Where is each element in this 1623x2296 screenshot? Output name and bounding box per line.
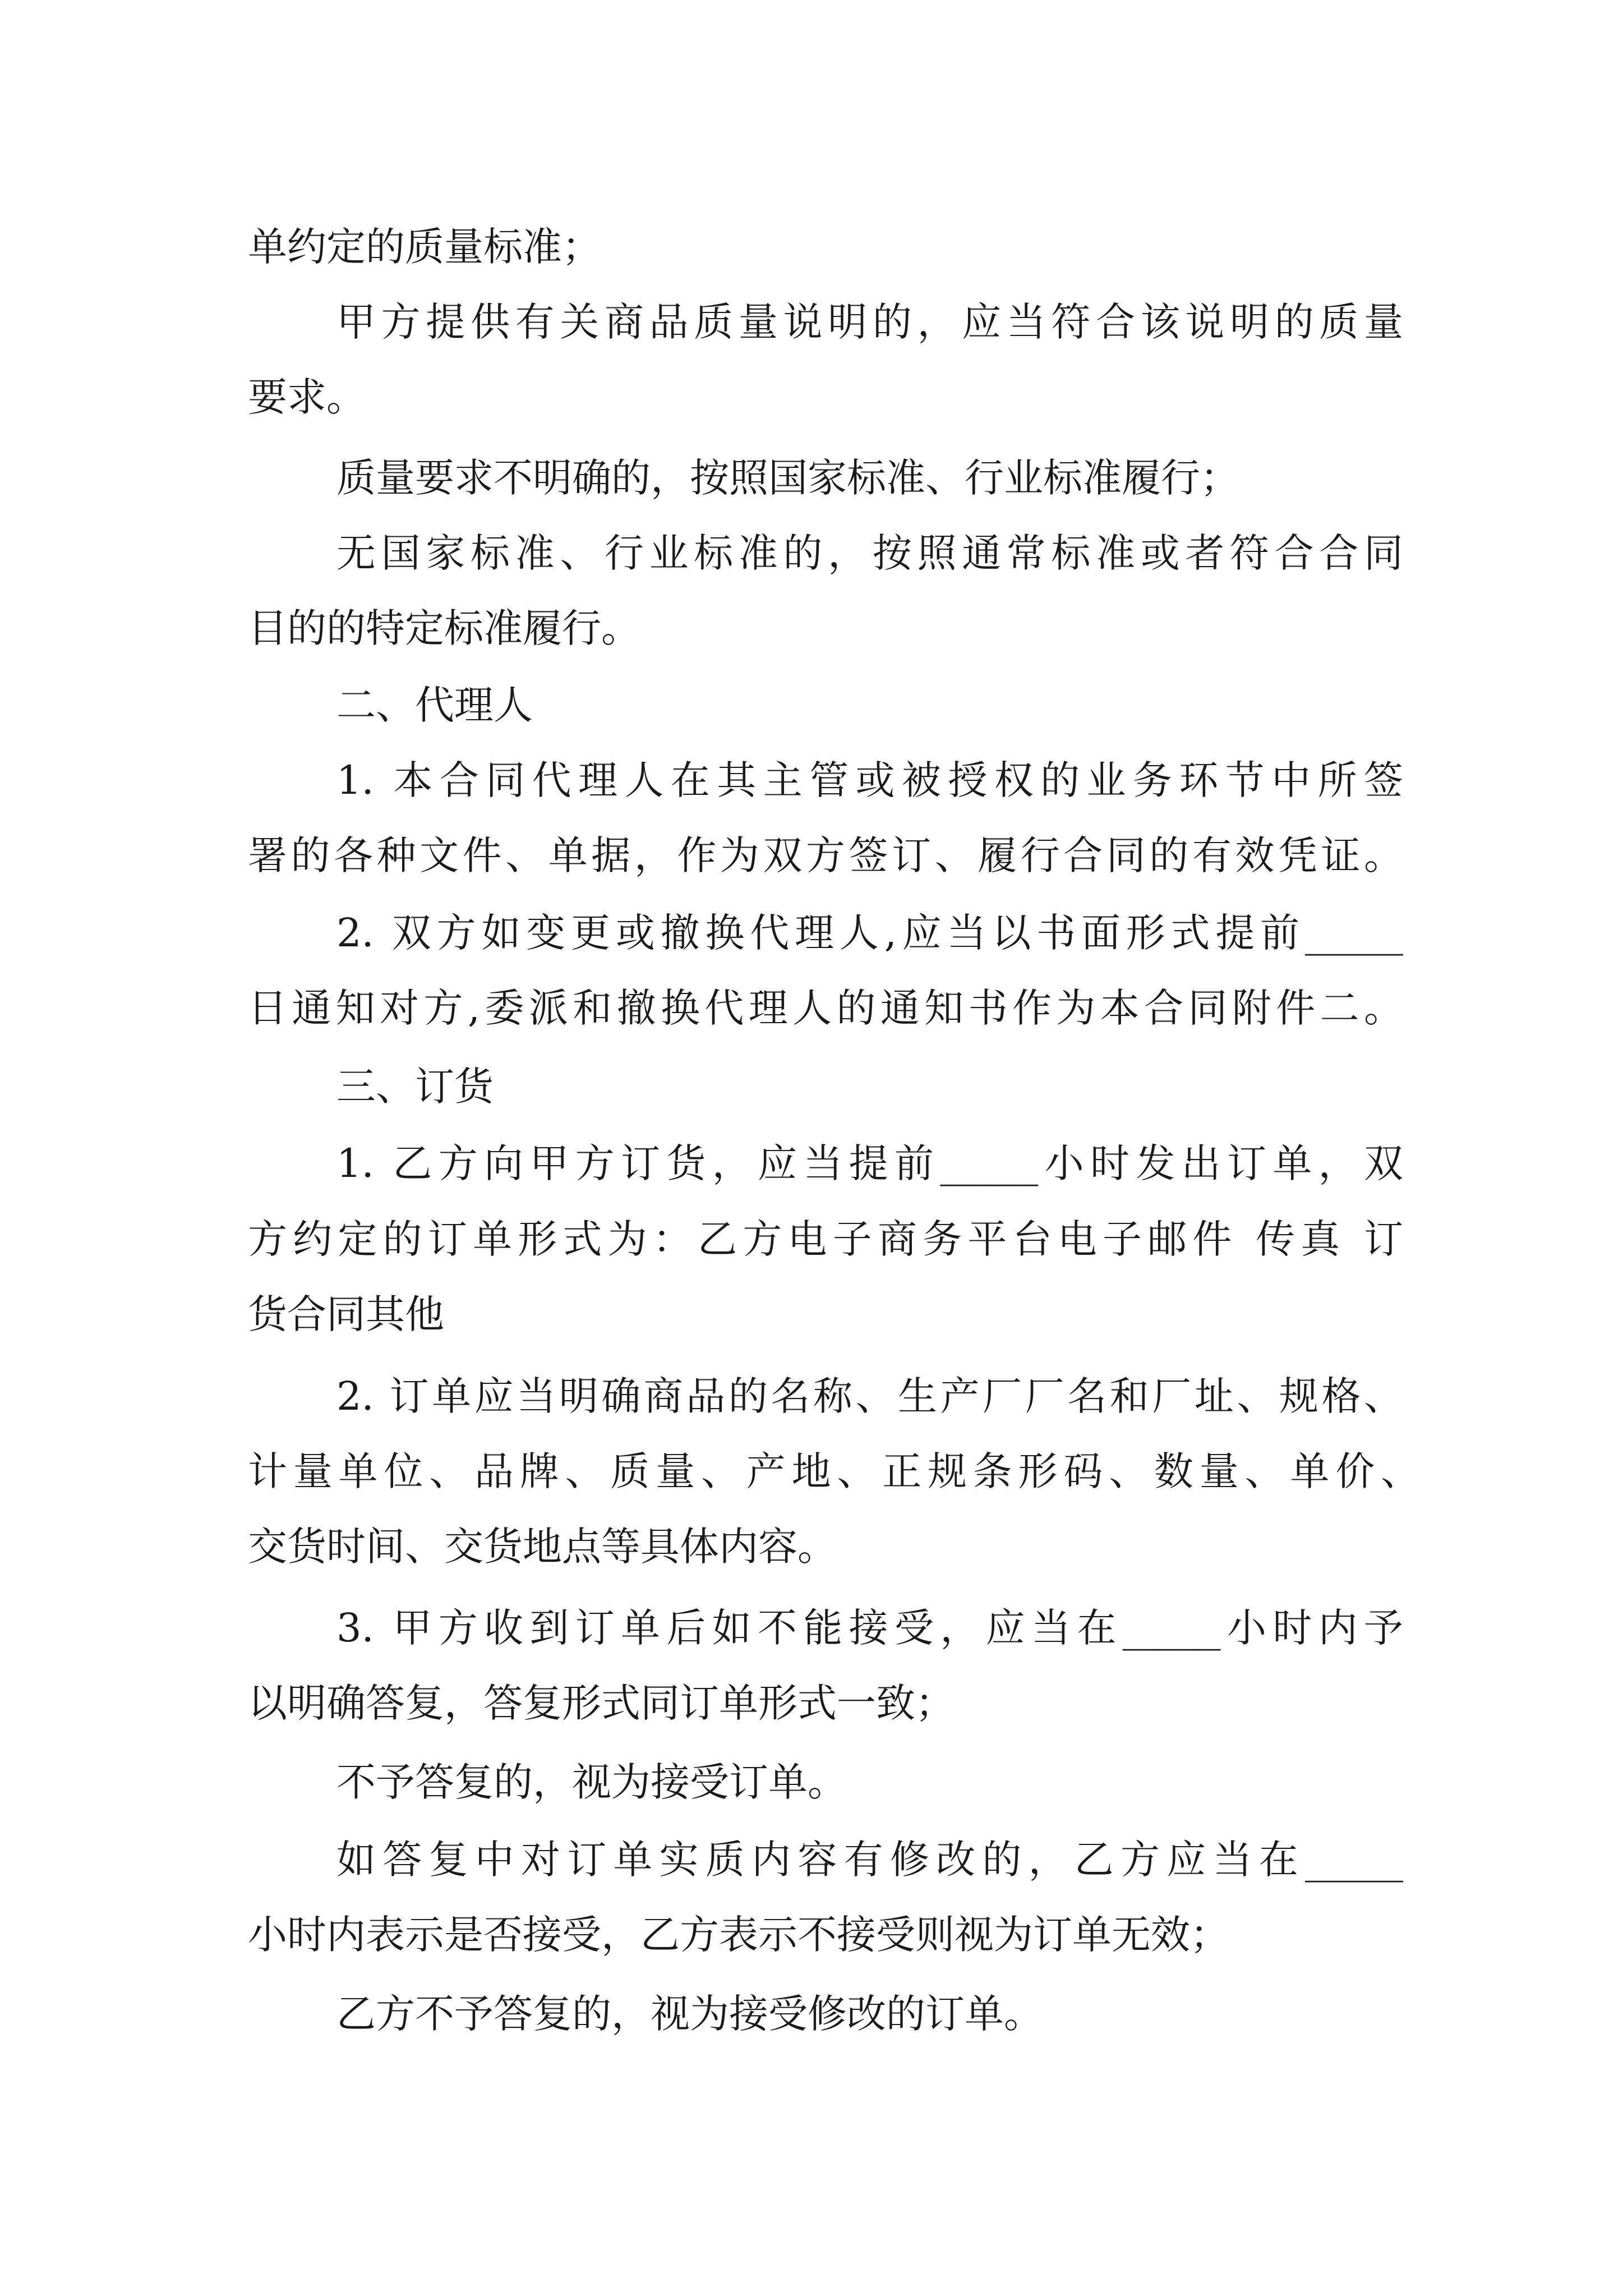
text-line: 1. 本合同代理人在其主管或被授权的业务环节中所签 bbox=[336, 757, 1403, 803]
text-line: 以明确答复，答复形式同订单形式一致； bbox=[248, 1680, 955, 1726]
text-line: 小时内表示是否接受，乙方表示不接受则视为订单无效； bbox=[248, 1912, 1229, 1958]
section-heading: 三、订货 bbox=[336, 1064, 494, 1110]
text-line: 目的的特定标准履行。 bbox=[248, 605, 640, 651]
text-line: 3. 甲方收到订单后如不能接受，应当在_____小时内予 bbox=[336, 1605, 1403, 1651]
text-line: 货合同其他 bbox=[248, 1291, 444, 1337]
text-line: 计量单位、品牌、质量、产地、正规条形码、数量、单价、 bbox=[248, 1448, 1420, 1494]
text-line: 日通知对方,委派和撤换代理人的通知书作为本合同附件二。 bbox=[248, 985, 1403, 1031]
text-line: 署的各种文件、单据，作为双方签订、履行合同的有效凭证。 bbox=[248, 832, 1403, 878]
text-line: 方约定的订单形式为：乙方电子商务平台电子邮件 传真 订 bbox=[248, 1216, 1403, 1262]
text-line: 1. 乙方向甲方订货，应当提前_____小时发出订单，双 bbox=[336, 1140, 1403, 1186]
text-line: 质量要求不明确的，按照国家标准、行业标准履行； bbox=[336, 455, 1239, 501]
text-line: 无国家标准、行业标准的，按照通常标准或者符合合同 bbox=[336, 530, 1403, 576]
text-line: 交货时间、交货地点等具体内容。 bbox=[248, 1524, 837, 1570]
text-line: 要求。 bbox=[248, 374, 366, 420]
text-line: 2. 订单应当明确商品的名称、生产厂厂名和厂址、规格、 bbox=[336, 1373, 1403, 1419]
text-line: 如答复中对订单实质内容有修改的，乙方应当在_____ bbox=[336, 1837, 1403, 1883]
text-line: 单约定的质量标准； bbox=[248, 224, 601, 270]
text-line: 不予答复的，视为接受订单。 bbox=[336, 1759, 847, 1805]
text-line: 乙方不予答复的，视为接受修改的订单。 bbox=[336, 1991, 1043, 2037]
section-heading: 二、代理人 bbox=[336, 682, 533, 728]
text-line: 甲方提供有关商品质量说明的，应当符合该说明的质量 bbox=[336, 299, 1403, 345]
text-line: 2. 双方如变更或撤换代理人,应当以书面形式提前_____ bbox=[336, 910, 1403, 956]
